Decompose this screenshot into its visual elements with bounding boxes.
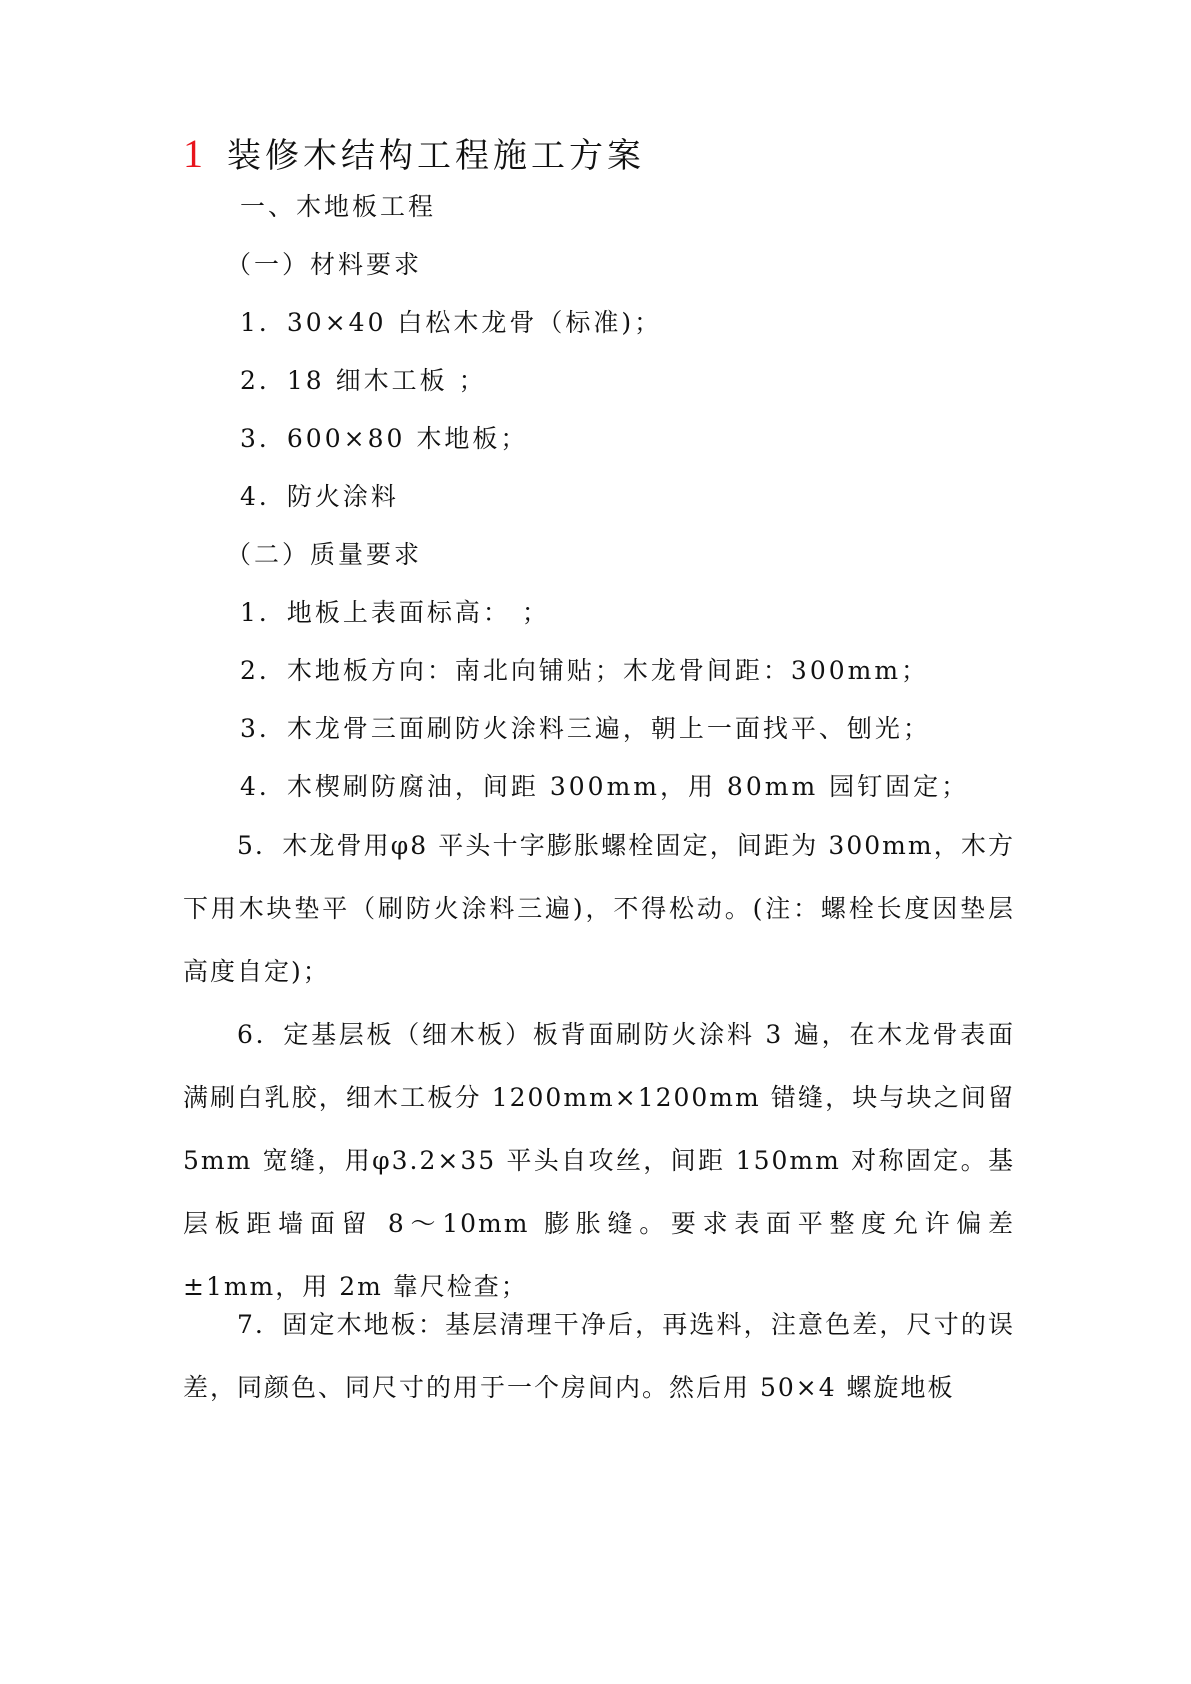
material-item-2: 2．18 细木工板 ； [240,366,487,395]
quality-item-6: 6．定基层板（细木板）板背面刷防火涂料 3 遍，在木龙骨表面满刷白乳胶，细木工板分 1200mm×1200mm 错缝，块与块之间留 5mm 宽缝，用φ3.2×35 平头自攻丝，间距 150mm 对称固定。基层板距墙面留 8～10mm 膨胀缝。要求表面平整度允许偏差±1mm，用 2m 靠尺检查； [183,1020,1015,1301]
subsection-materials: （一）材料要求 [226,250,423,279]
section-heading-floor: 一、木地板工程 [240,192,437,221]
quality-item-1: 1．地板上表面标高： ； [240,598,550,627]
quality-item-4: 4．木楔刷防腐油，间距 300mm，用 80mm 园钉固定； [240,772,970,801]
document-title [183,128,645,188]
quality-item-5: 5．木龙骨用φ8 平头十字膨胀螺栓固定，间距为 300mm，木方下用木块垫平（刷防火涂料三遍)，不得松动。(注：螺栓长度因垫层高度自定)； [183,831,1015,986]
title-number: 1 [183,131,203,176]
material-item-4: 4．防火涂料 [240,482,399,511]
quality-item-2: 2．木地板方向：南北向铺贴；木龙骨间距：300mm； [240,656,930,685]
subsection-quality: （二）质量要求 [226,540,423,569]
material-item-3: 3．600×80 木地板； [240,424,529,453]
material-item-1: 1．30×40 白松木龙骨（标准)； [240,308,663,337]
quality-item-3: 3．木龙骨三面刷防火涂料三遍，朝上一面找平、刨光； [240,714,931,743]
title-text: 装修木结构工程施工方案 [227,136,645,176]
quality-item-7: 7．固定木地板：基层清理干净后，再选料，注意色差，尺寸的误差，同颜色、同尺寸的用于一个房间内。然后用 50×4 螺旋地板 [183,1310,1015,1402]
